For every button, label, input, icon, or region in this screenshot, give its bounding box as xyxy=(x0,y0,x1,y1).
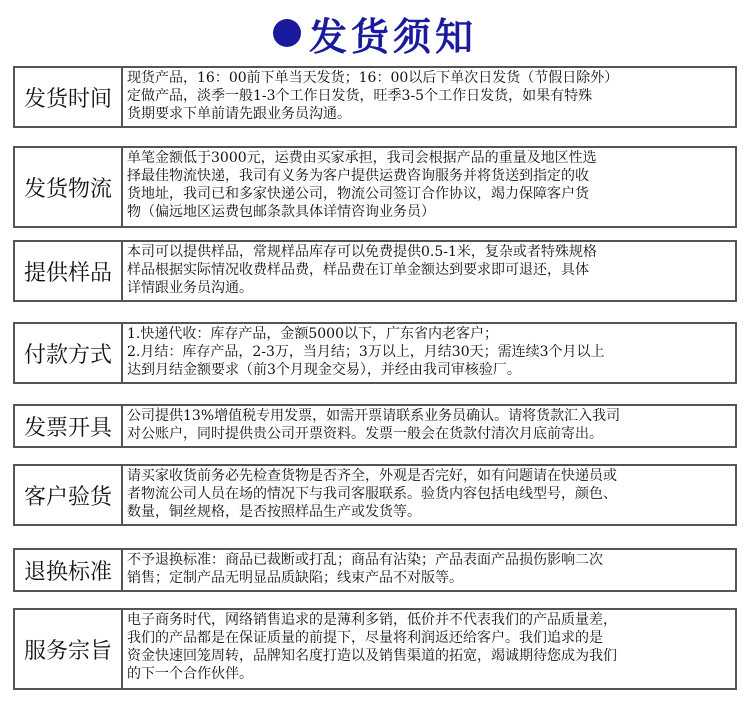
row-content xyxy=(121,322,737,384)
text-line: 本司可以提供样品，常规样品库存可以免费提供0.5-1米，复杂或者特殊规格 xyxy=(127,244,597,260)
text-line: 物（偏远地区运费包邮条款具体详情咨询业务员） xyxy=(127,204,435,220)
text-line: 2.月结：库存产品，2-3万，当月结；3万以上，月结30天；需连续3个月以上 xyxy=(127,344,605,360)
text-line: 公司提供13%增值税专用发票，如需开票请联系业务员确认。请将货款汇入我司 xyxy=(127,408,621,424)
row-shipping-time xyxy=(13,66,737,128)
text-line: 的下一个合作伙伴。 xyxy=(127,666,253,682)
row-label: 提供样品 xyxy=(13,240,121,302)
row-service-principle xyxy=(13,608,737,690)
text-line: 1.快递代收：库存产品，金额5000以下，广东省内老客户； xyxy=(127,326,498,342)
row-inspection xyxy=(13,464,737,526)
row-return-policy xyxy=(13,548,737,592)
row-content xyxy=(121,240,737,302)
text-line: 详情跟业务员沟通。 xyxy=(127,280,253,296)
text-line: 择最佳物流快递，我司有义务为客户提供运费咨询服务并将货送到指定的收 xyxy=(127,168,589,184)
text-line: 现货产品，16：00前下单当天发货；16：00以后下单次日发货（节假日除外） xyxy=(127,70,619,86)
row-invoice xyxy=(13,404,737,448)
text-line: 定做产品，淡季一般1-3个工作日发货，旺季3-5个工作日发货，如果有特殊 xyxy=(127,88,593,104)
page-title: 发货须知 xyxy=(308,14,477,59)
text-line: 资金快速回笼周转，品牌知名度打造以及销售渠道的拓宽，竭诚期待您成为我们 xyxy=(127,648,617,664)
header xyxy=(0,8,750,58)
row-label: 付款方式 xyxy=(13,322,121,384)
text-line: 货地址，我司已和多家快递公司，物流公司签订合作协议，竭力保障客户货 xyxy=(127,186,589,202)
row-payment xyxy=(13,322,737,384)
row-content xyxy=(121,146,737,228)
row-label: 客户验货 xyxy=(13,464,121,526)
text-line: 货期要求下单前请先跟业务员沟通。 xyxy=(127,106,351,122)
row-content xyxy=(121,66,737,128)
text-line: 我们的产品都是在保证质量的前提下，尽量将利润返还给客户。我们追求的是 xyxy=(127,630,603,646)
text-line: 样品根据实际情况收费样品费，样品费在订单金额达到要求即可退还，具体 xyxy=(127,262,589,278)
row-content xyxy=(121,548,737,592)
row-label: 发货物流 xyxy=(13,146,121,228)
row-label: 发票开具 xyxy=(13,404,121,448)
text-line: 数量，铜丝规格，是否按照样品生产或发货等。 xyxy=(127,504,421,520)
row-content xyxy=(121,464,737,526)
text-line: 请买家收货前务必先检查货物是否齐全，外观是否完好，如有问题请在快递员或 xyxy=(127,468,617,484)
text-line: 销售；定制产品无明显品质缺陷；线束产品不对版等。 xyxy=(127,570,463,586)
row-label: 退换标准 xyxy=(13,548,121,592)
row-samples xyxy=(13,240,737,302)
text-line: 者物流公司人员在场的情况下与我司客服联系。验货内容包括电线型号，颜色、 xyxy=(127,486,617,502)
row-logistics xyxy=(13,146,737,228)
text-line: 电子商务时代，网络销售追求的是薄利多销，低价并不代表我们的产品质量差， xyxy=(127,612,617,628)
text-line: 对公账户，同时提供贵公司开票资料。发票一般会在货款付清次月底前寄出。 xyxy=(127,426,603,442)
row-content xyxy=(121,608,737,690)
text-line: 达到月结金额要求（前3个月现金交易），并经由我司审核验厂。 xyxy=(127,362,521,378)
row-label: 服务宗旨 xyxy=(13,608,121,690)
row-content xyxy=(121,404,737,448)
row-label: 发货时间 xyxy=(13,66,121,128)
text-line: 单笔金额低于3000元，运费由买家承担，我司会根据产品的重量及地区性选 xyxy=(127,150,597,166)
bullet-dot-icon xyxy=(273,19,301,47)
text-line: 不予退换标准：商品已裁断或打乱；商品有沾染；产品表面产品损伤影响二次 xyxy=(127,552,603,568)
